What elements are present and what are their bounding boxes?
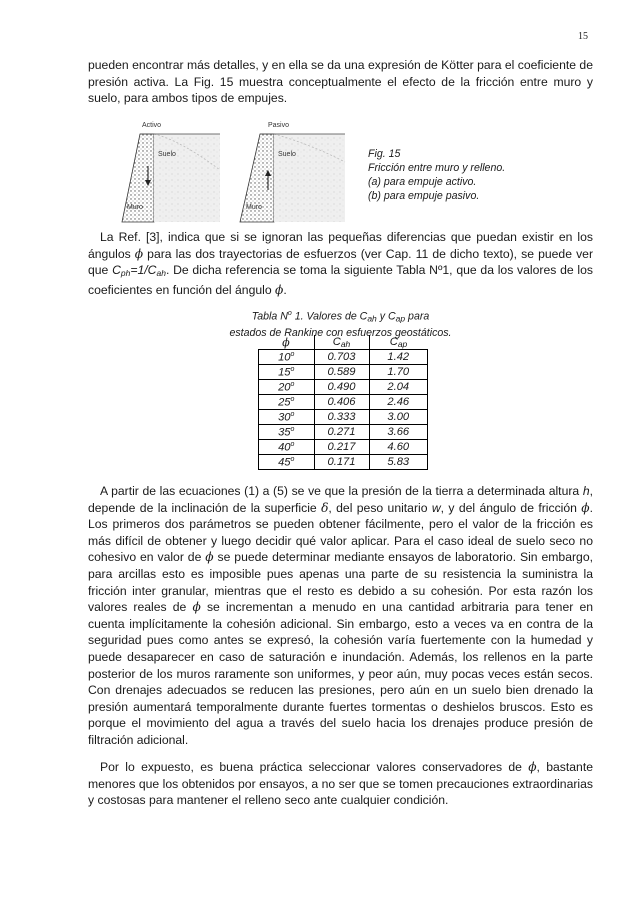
- cell-cah: 0.589: [314, 365, 369, 380]
- table-row: [259, 365, 428, 380]
- table-header-row: [259, 335, 428, 350]
- cell-cah: 0.271: [314, 425, 369, 440]
- soil-shape-right: [274, 134, 345, 222]
- table-row: [259, 425, 428, 440]
- figure-friction-wall: [110, 118, 360, 226]
- cell-cap: 3.00: [369, 410, 428, 425]
- cell-angle: 15$^o$: [259, 365, 315, 380]
- table-row: [259, 440, 428, 455]
- cell-cap: 1.42: [369, 350, 428, 365]
- table-row: [259, 455, 428, 470]
- cell-angle: 10$^o$: [259, 350, 315, 365]
- active-wall-label: Muro: [127, 204, 143, 211]
- passive-soil-label: Suelo: [278, 151, 296, 158]
- active-title: Activo: [142, 122, 162, 129]
- header-cah: $C_{ah}$: [314, 335, 369, 350]
- cell-cah: 0.490: [314, 380, 369, 395]
- cell-angle: 25$^o$: [259, 395, 315, 410]
- table-title: Tabla $N^o$ 1. Valores de $C_{ah}$ y $C_{ap}$ para estados de Rankine con esfuerzos geostáticos.: [229, 310, 452, 339]
- cell-cap: 1.70: [369, 365, 428, 380]
- caption-line-2: Fricción entre muro y relleno.: [368, 162, 506, 174]
- header-cap: $C_{ap}$: [369, 335, 428, 350]
- paragraph-reference: La Ref. [3], indica que si se ignoran las pequeñas diferencias que puedan existir en los ángulos ϕ para las dos trayectorias de esfuerzos (ver Cap. 11 de dicho texto), se puede ver que $C_{ph}=1/C_{ah}$. De dicha referencia se toma la siguiente Tabla Nº1, que da los valores de los coeficientes en función del ángulo ϕ.: [88, 230, 594, 297]
- paragraph-pressure-factors: A partir de las ecuaciones (1) a (5) se ve que la presión de la tierra a determinada altura h, depende de la inclinación de la superficie δ, del peso unitario w, y del ángulo de fricción ϕ. Los primeros dos parámetros se pueden obtener fácilmente, pero el valor de la fricción es más difícil de obtener y luego decidir qué valor aplicar. Para el caso ideal de suelo seco no cohesivo en valor de ϕ se puede determinar mediante ensayos de laboratorio. Sin embargo, para arcillas esto es imposible pues apenas una parte de su resistencia la suministra la fricción inter granular, mientras que el resto es debido a su cohesión. Por esta razón los valores reales de ϕ se incrementan a menudo en una cantidad arbitraria para tener en cuenta implícitamente la cohesión adicional. Sin embargo, esto a veces va en contra de la seguridad pues como antes se expresó, la cohesión varía fuertemente con la humedad y puede desaparecer en caso de saturación e inundación. Además, los rellenos en la parte posterior de los muros raramente son uniformes, y peor aún, muy pocas veces están secos. Con drenajes adecuados se reducen las presiones, pero aún en un suelo bien drenado la presión aumentará temporalmente durante fuertes tormentas o deshielos bruscos. Esto es porque el movimiento del agua a través del suelo hacia los drenajes produce presión de filtración adicional.: [88, 484, 594, 747]
- soil-shape-left: [154, 134, 220, 222]
- cell-cap: 2.46: [369, 395, 428, 410]
- figure-caption: [368, 147, 505, 203]
- cell-cah: 0.703: [314, 350, 369, 365]
- passive-wall-label: Muro: [246, 204, 262, 211]
- active-soil-label: Suelo: [158, 151, 176, 158]
- phi-symbol: ϕ: [134, 246, 144, 261]
- table-row: [259, 395, 428, 410]
- cell-cap: 2.04: [369, 380, 428, 395]
- cell-cah: 0.333: [314, 410, 369, 425]
- cell-angle: 45$^o$: [259, 455, 315, 470]
- table-row: [259, 350, 428, 365]
- cell-angle: 40$^o$: [259, 440, 315, 455]
- page-number: 15: [578, 31, 588, 42]
- cell-angle: 20$^o$: [259, 380, 315, 395]
- paragraph-conclusion: Por lo expuesto, es buena práctica seleccionar valores conservadores de ϕ, bastante menores que los obtenidos por ensayos, a no ser que se tomen precauciones extraordinarias y costosas para mantener el relleno seco ante cualquier condición.: [88, 760, 593, 808]
- cell-cah: 0.217: [314, 440, 369, 455]
- caption-line-4: (b) para empuje pasivo.: [368, 190, 480, 202]
- cell-angle: 30$^o$: [259, 410, 315, 425]
- caption-line-3: (a) para empuje activo.: [368, 176, 477, 188]
- cell-cah: 0.406: [314, 395, 369, 410]
- cell-cap: 5.83: [369, 455, 428, 470]
- figure-drawing: [110, 118, 360, 226]
- equation-cph: $C_{ph}=1/C_{ah}$: [112, 263, 166, 279]
- header-phi: ϕ: [259, 335, 315, 350]
- passive-title: Pasivo: [268, 122, 290, 129]
- caption-line-1: Fig. 15: [368, 148, 401, 160]
- cell-cah: 0.171: [314, 455, 369, 470]
- table-row: [259, 380, 428, 395]
- coefficients-table: [258, 335, 428, 470]
- cell-cap: 3.66: [369, 425, 428, 440]
- cell-cap: 4.60: [369, 440, 428, 455]
- paragraph-intro: pueden encontrar más detalles, y en ella se da una expresión de Kötter para el coeficiente de presión activa. La Fig. 15 muestra conceptualmente el efecto de la fricción entre muro y suelo, para ambos tipos de empujes.: [88, 58, 593, 106]
- cell-angle: 35$^o$: [259, 425, 315, 440]
- table-row: [259, 410, 428, 425]
